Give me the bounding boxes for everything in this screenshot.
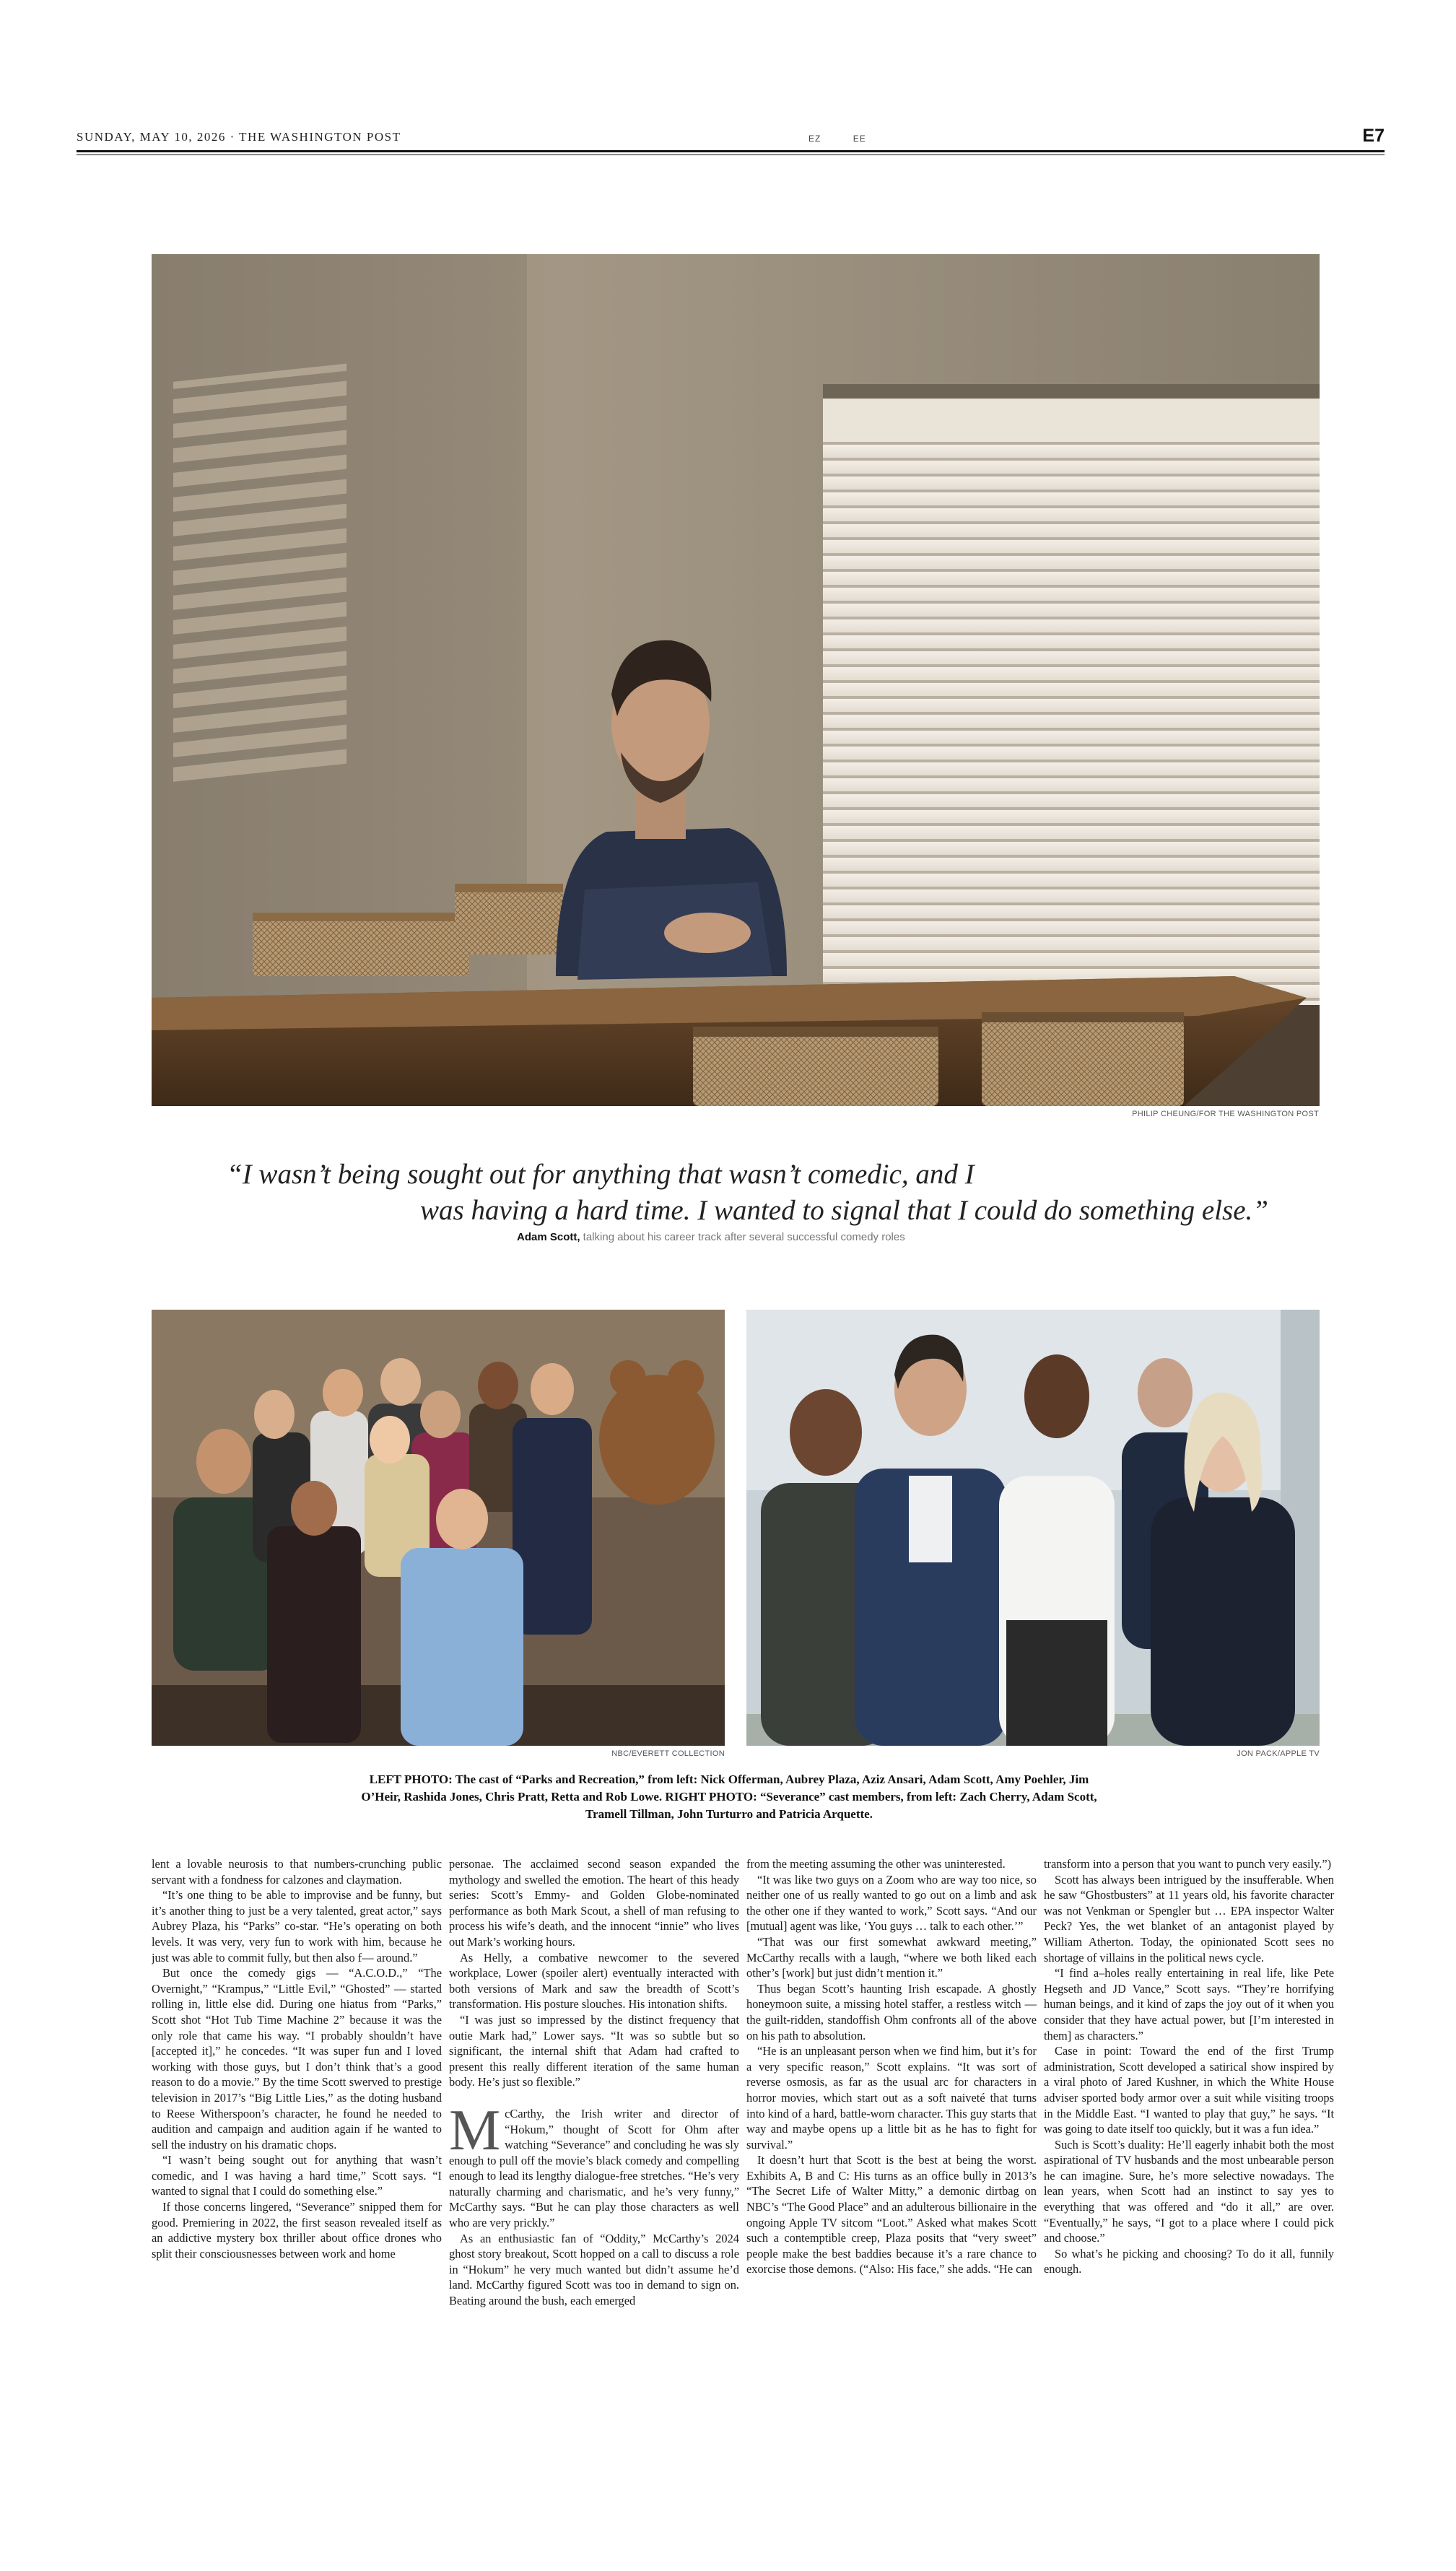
paragraph: Case in point: Toward the end of the first Trump administration, Scott developed a satirical show inspired by a viral photo of Jared Kushner, in which the White House adviser sported body armor over a suit while visiting troops in the Middle East. “I wanted to play that guy,” he says. “It was going to date itself too quickly, but it was a fun idea.” <box>1044 2044 1334 2136</box>
pull-quote-attribution <box>517 1231 905 1243</box>
header-rule <box>77 150 1385 152</box>
left-photo <box>152 1310 725 1746</box>
paragraph: Scott has always been intrigued by the insufferable. When he saw “Ghostbusters” at 11 years old, his favorite character was not Venkman or Spengler but … EPA inspector Walter Peck? Yes, the wet blanket of an antagonist played by William Atherton. Today, the opinionated Scott sees no shortage of villains in the political news cycle. <box>1044 1872 1334 1965</box>
paragraph: But once the comedy gigs — “A.C.O.D.,” “The Overnight,” “Krampus,” “Little Evil,” “Ghosted” — started rolling in, little else did. During one hiatus from “Parks,” Scott shot “Hot Tub Time Machine 2” because it was the only role that came his way. “I probably shouldn’t have [accepted it],” he concedes. “It was super fun and I loved working with those guys, but I don’t think that’s a good reason to do a movie.” By the time Scott swerved to prestige television in 2017’s “Big Little Lies,” as the doting husband to Reese Witherspoon’s character, he found he needed to audition and campaign and audition again if he wanted to sell the industry on his dramatic chops. <box>152 1966 442 2152</box>
right-photo-credit: JON PACK/APPLE TV <box>1237 1749 1320 1758</box>
pull-quote-line-2: was having a hard time. I wanted to signal that I could do something else.” <box>420 1195 1268 1226</box>
dropcap-paragraph-text: cCarthy, the Irish writer and director of “Hokum,” thought of Scott for Ohm after watching “Severance” and concluding he was sly enough to pull off the movie’s black comedy and compelling enough to lead its lengthy dialogue-free stretches. “He’s very naturally charming and charismatic, and he’s very funny,” McCarthy says. “But he can play those characters as well who are very prickly.” <box>449 2106 739 2230</box>
paragraph: As an enthusiastic fan of “Oddity,” McCarthy’s 2024 ghost story breakout, Scott hopped on a call to discuss a role in “Hokum” he very much wanted but didn’t assume he’d land. McCarthy figured Scott was too in demand to sign on. Beating around the bush, each emerged <box>449 2231 739 2308</box>
paragraph: If those concerns lingered, “Severance” snipped them for good. Premiering in 2022, the first season revealed itself as an addictive mystery box thriller about office drones who split their consciousnesses between work and home <box>152 2200 442 2261</box>
paragraph: personae. The acclaimed second season expanded the mythology and swelled the emotion. The heart of this heady series: Scott’s Emmy- and Golden Globe-nominated performance as both Mark Scout, a shell of man refusing to process his wife’s death, and the innocent “innie” who lives out Mark’s working hours. <box>449 1857 739 1949</box>
paragraph: “That was our first somewhat awkward meeting,” McCarthy recalls with a laugh, “where we both liked each other’s [work] but just didn’t mention it.” <box>746 1934 1037 1980</box>
attribution-name: Adam Scott, <box>517 1231 580 1243</box>
paragraph: So what’s he picking and choosing? To do it all, funnily enough. <box>1044 2246 1334 2276</box>
left-photo-credit: NBC/EVERETT COLLECTION <box>611 1749 725 1758</box>
main-photo-credit: PHILIP CHEUNG/FOR THE WASHINGTON POST <box>1132 1110 1319 1118</box>
paragraph: “It’s one thing to be able to improvise and be funny, but it’s another thing to just be a very talented, great actor,” says Aubrey Plaza, his “Parks” co-star. “He’s operating on both levels. It was very, very fun to work with him, because he just was able to commit fully, but then also f— around.” <box>152 1888 442 1965</box>
caption-line: O’Heir, Rashida Jones, Chris Pratt, Retta and Rob Lowe. RIGHT PHOTO: “Severance” cast members, from left: Zach Cherry, Adam Scott, <box>361 1790 1097 1804</box>
paragraph: As Helly, a combative newcomer to the severed workplace, Lower (spoiler alert) eventually interacted with both versions of Mark and saw the breadth of Scott’s transformation. His posture slouches. His intonation shifts. <box>449 1950 739 2011</box>
caption-line: Tramell Tillman, John Turturro and Patricia Arquette. <box>585 1807 873 1821</box>
article-column-2 <box>449 1856 739 2391</box>
article-column-3 <box>746 1856 1037 2391</box>
paragraph: Such is Scott’s duality: He’ll eagerly inhabit both the most aspirational of TV husbands and the most unbearable person he can imagine. Sure, he’s more selective nowadays. The lean years, when Scott had an instinct to say yes to everything that was offered and “do it all,” are over. “Eventually,” he says, “I got to a place where I could pick and choose.” <box>1044 2137 1334 2245</box>
caption-line: LEFT PHOTO: The cast of “Parks and Recreation,” from left: Nick Offerman, Aubrey Plaza, Aziz Ansari, Adam Scott, Amy Poehler, Jim <box>369 1772 1089 1786</box>
pull-quote-line-1: “I wasn’t being sought out for anything that wasn’t comedic, and I <box>227 1159 975 1190</box>
edition-code: EE <box>853 134 866 144</box>
paragraph: “He is an unpleasant person when we find him, but it’s for a very specific reason,” Scott explains. “It was sort of reverse osmosis, as far as the usual arc for characters in horror movies, which start out as a soft naiveté that turns into kind of a hard, battle-worn character. This guy starts that way and maybe opens up a little bit as he has to fight for survival.” <box>746 2044 1037 2152</box>
paragraph <box>449 2098 739 2231</box>
drop-cap: M <box>449 2098 501 2162</box>
paragraph: transform into a person that you want to punch very easily.”) <box>1044 1857 1332 1871</box>
main-photo <box>152 254 1320 1106</box>
paragraph: “I find a–holes really entertaining in real life, like Pete Hegseth and JD Vance,” Scott says. “They’re horrifying human beings, and it kind of zaps the joy out of it when you consider that they have actual power, but [I’m interested in them] as characters.” <box>1044 1966 1334 2043</box>
paragraph: from the meeting assuming the other was uninterested. <box>746 1857 1006 1871</box>
edition-codes <box>808 134 895 144</box>
paragraph: “I wasn’t being sought out for anything that wasn’t comedic, and I was having a hard time,” Scott says. “I wanted to signal that I could do something else.” <box>152 2153 442 2198</box>
paragraph: lent a lovable neurosis to that numbers-crunching public servant with a fondness for calzones and claymation. <box>152 1857 442 1887</box>
paragraph: Thus began Scott’s haunting Irish escapade. A ghostly honeymoon suite, a missing hotel staffer, a restless witch — the guilt-ridden, standoffish Ohm confronts all of the above on his path to absolution. <box>746 1981 1037 2043</box>
paragraph: It doesn’t hurt that Scott is the best at being the worst. Exhibits A, B and C: His turns as an office bully in 2013’s “The Secret Life of Walter Mitty,” a demonic dirtbag on NBC’s “The Good Place” and an adulterous billionaire in the ongoing Apple TV sitcom “Loot.” Asked what makes Scott such a contemptible creep, Plaza posits that “very sweet” people make the best baddies because it’s a rare chance to exorcise those demons. (“Also: His face,” she adds. “He can <box>746 2153 1037 2276</box>
photo-caption <box>274 1771 1184 1823</box>
page-number: E7 <box>1362 126 1385 146</box>
article-column-4 <box>1044 1856 1334 2391</box>
paragraph: “It was like two guys on a Zoom who are way too nice, so neither one of us really wanted to go out on a limb and ask the other one if they wanted to work,” Scott says. “And our [mutual] agent was like, ‘You guys … talk to each other.’” <box>746 1872 1037 1933</box>
attribution-text: talking about his career track after several successful comedy roles <box>580 1231 905 1243</box>
dateline: SUNDAY, MAY 10, 2026 · THE WASHINGTON POST <box>77 130 401 144</box>
right-photo <box>746 1310 1320 1746</box>
paragraph: “I was just so impressed by the distinct frequency that outie Mark had,” Lower says. “It was so subtle but so significant, the internal shift that Adam had crafted to present this really different iteration of the same human body. He’s just so flexible.” <box>449 2012 739 2089</box>
edition-code: EZ <box>808 134 821 144</box>
article-column-1 <box>152 1856 442 2391</box>
